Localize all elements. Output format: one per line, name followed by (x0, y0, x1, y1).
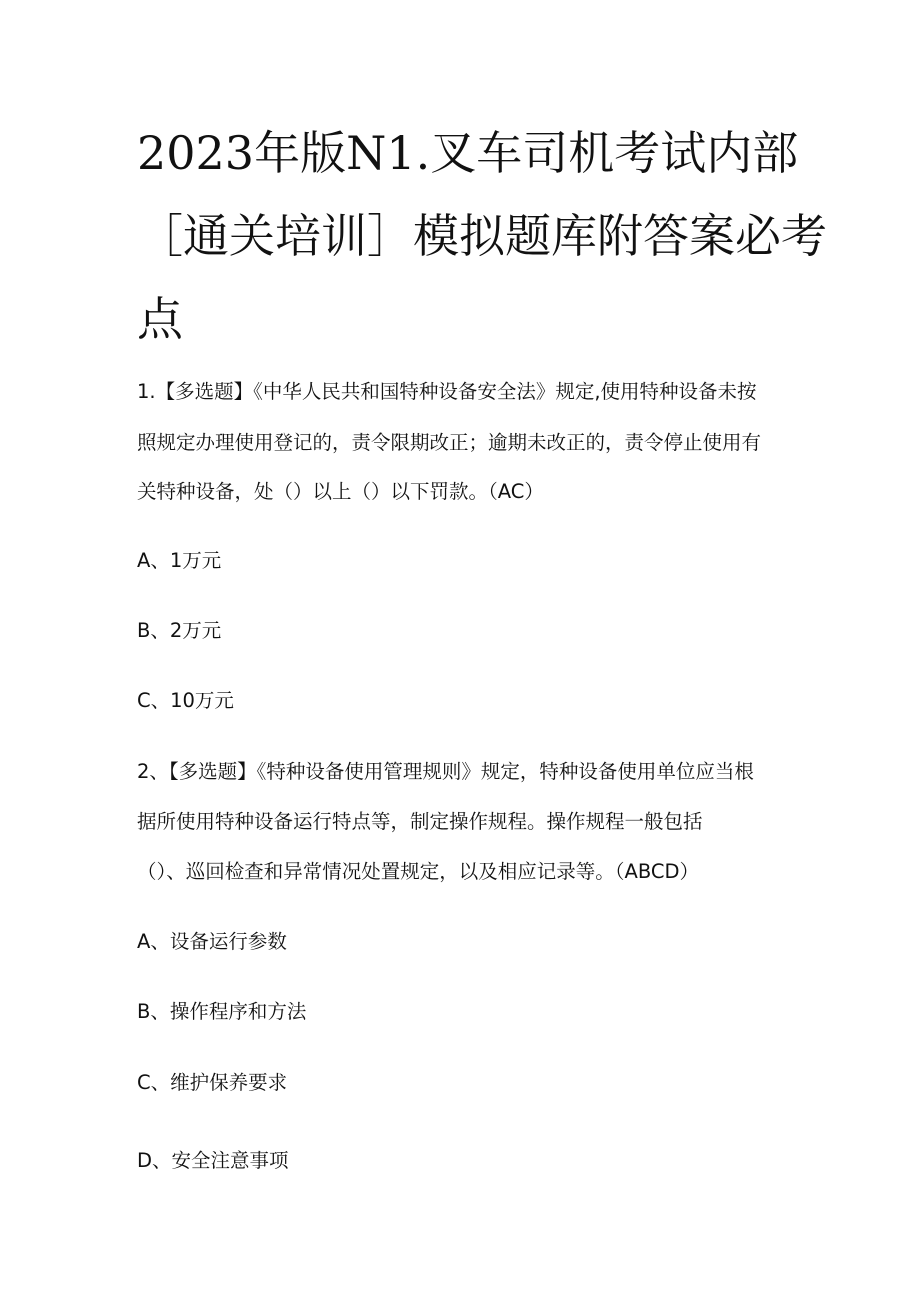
title-line-1: 2023年版N1.叉车司机考试内部 (137, 126, 799, 180)
question-1-line-2: 照规定办理使用登记的，责令限期改正；逾期未改正的，责令停止使用有 (137, 431, 762, 454)
question-1-line-3: 关特种设备，处（）以上（）以下罚款。（AC） (137, 480, 544, 503)
question-1-option-c: C、10万元 (137, 689, 234, 712)
question-2-option-d: D、安全注意事项 (137, 1149, 289, 1172)
question-1-option-b: B、2万元 (137, 619, 222, 642)
question-2-option-a: A、设备运行参数 (137, 930, 287, 953)
question-2-line-3: （）、巡回检查和异常情况处置规定，以及相应记录等。（ABCD） (137, 860, 700, 883)
document-title (137, 112, 827, 361)
question-2-option-b: B、操作程序和方法 (137, 1000, 307, 1023)
question-2-option-c: C、维护保养要求 (137, 1071, 288, 1094)
title-line-2: ［通关培训］模拟题库附答案必考 (137, 209, 827, 263)
question-1-line-1: 1.【多选题】《中华人民共和国特种设备安全法》规定,使用特种设备未按 (137, 380, 757, 403)
question-2-line-2: 据所使用特种设备运行特点等，制定操作规程。操作规程一般包括 (137, 810, 703, 833)
title-line-3: 点 (137, 292, 183, 346)
question-2-line-1: 2、【多选题】《特种设备使用管理规则》规定，特种设备使用单位应当根 (137, 760, 754, 783)
question-1-option-a: A、1万元 (137, 549, 222, 572)
